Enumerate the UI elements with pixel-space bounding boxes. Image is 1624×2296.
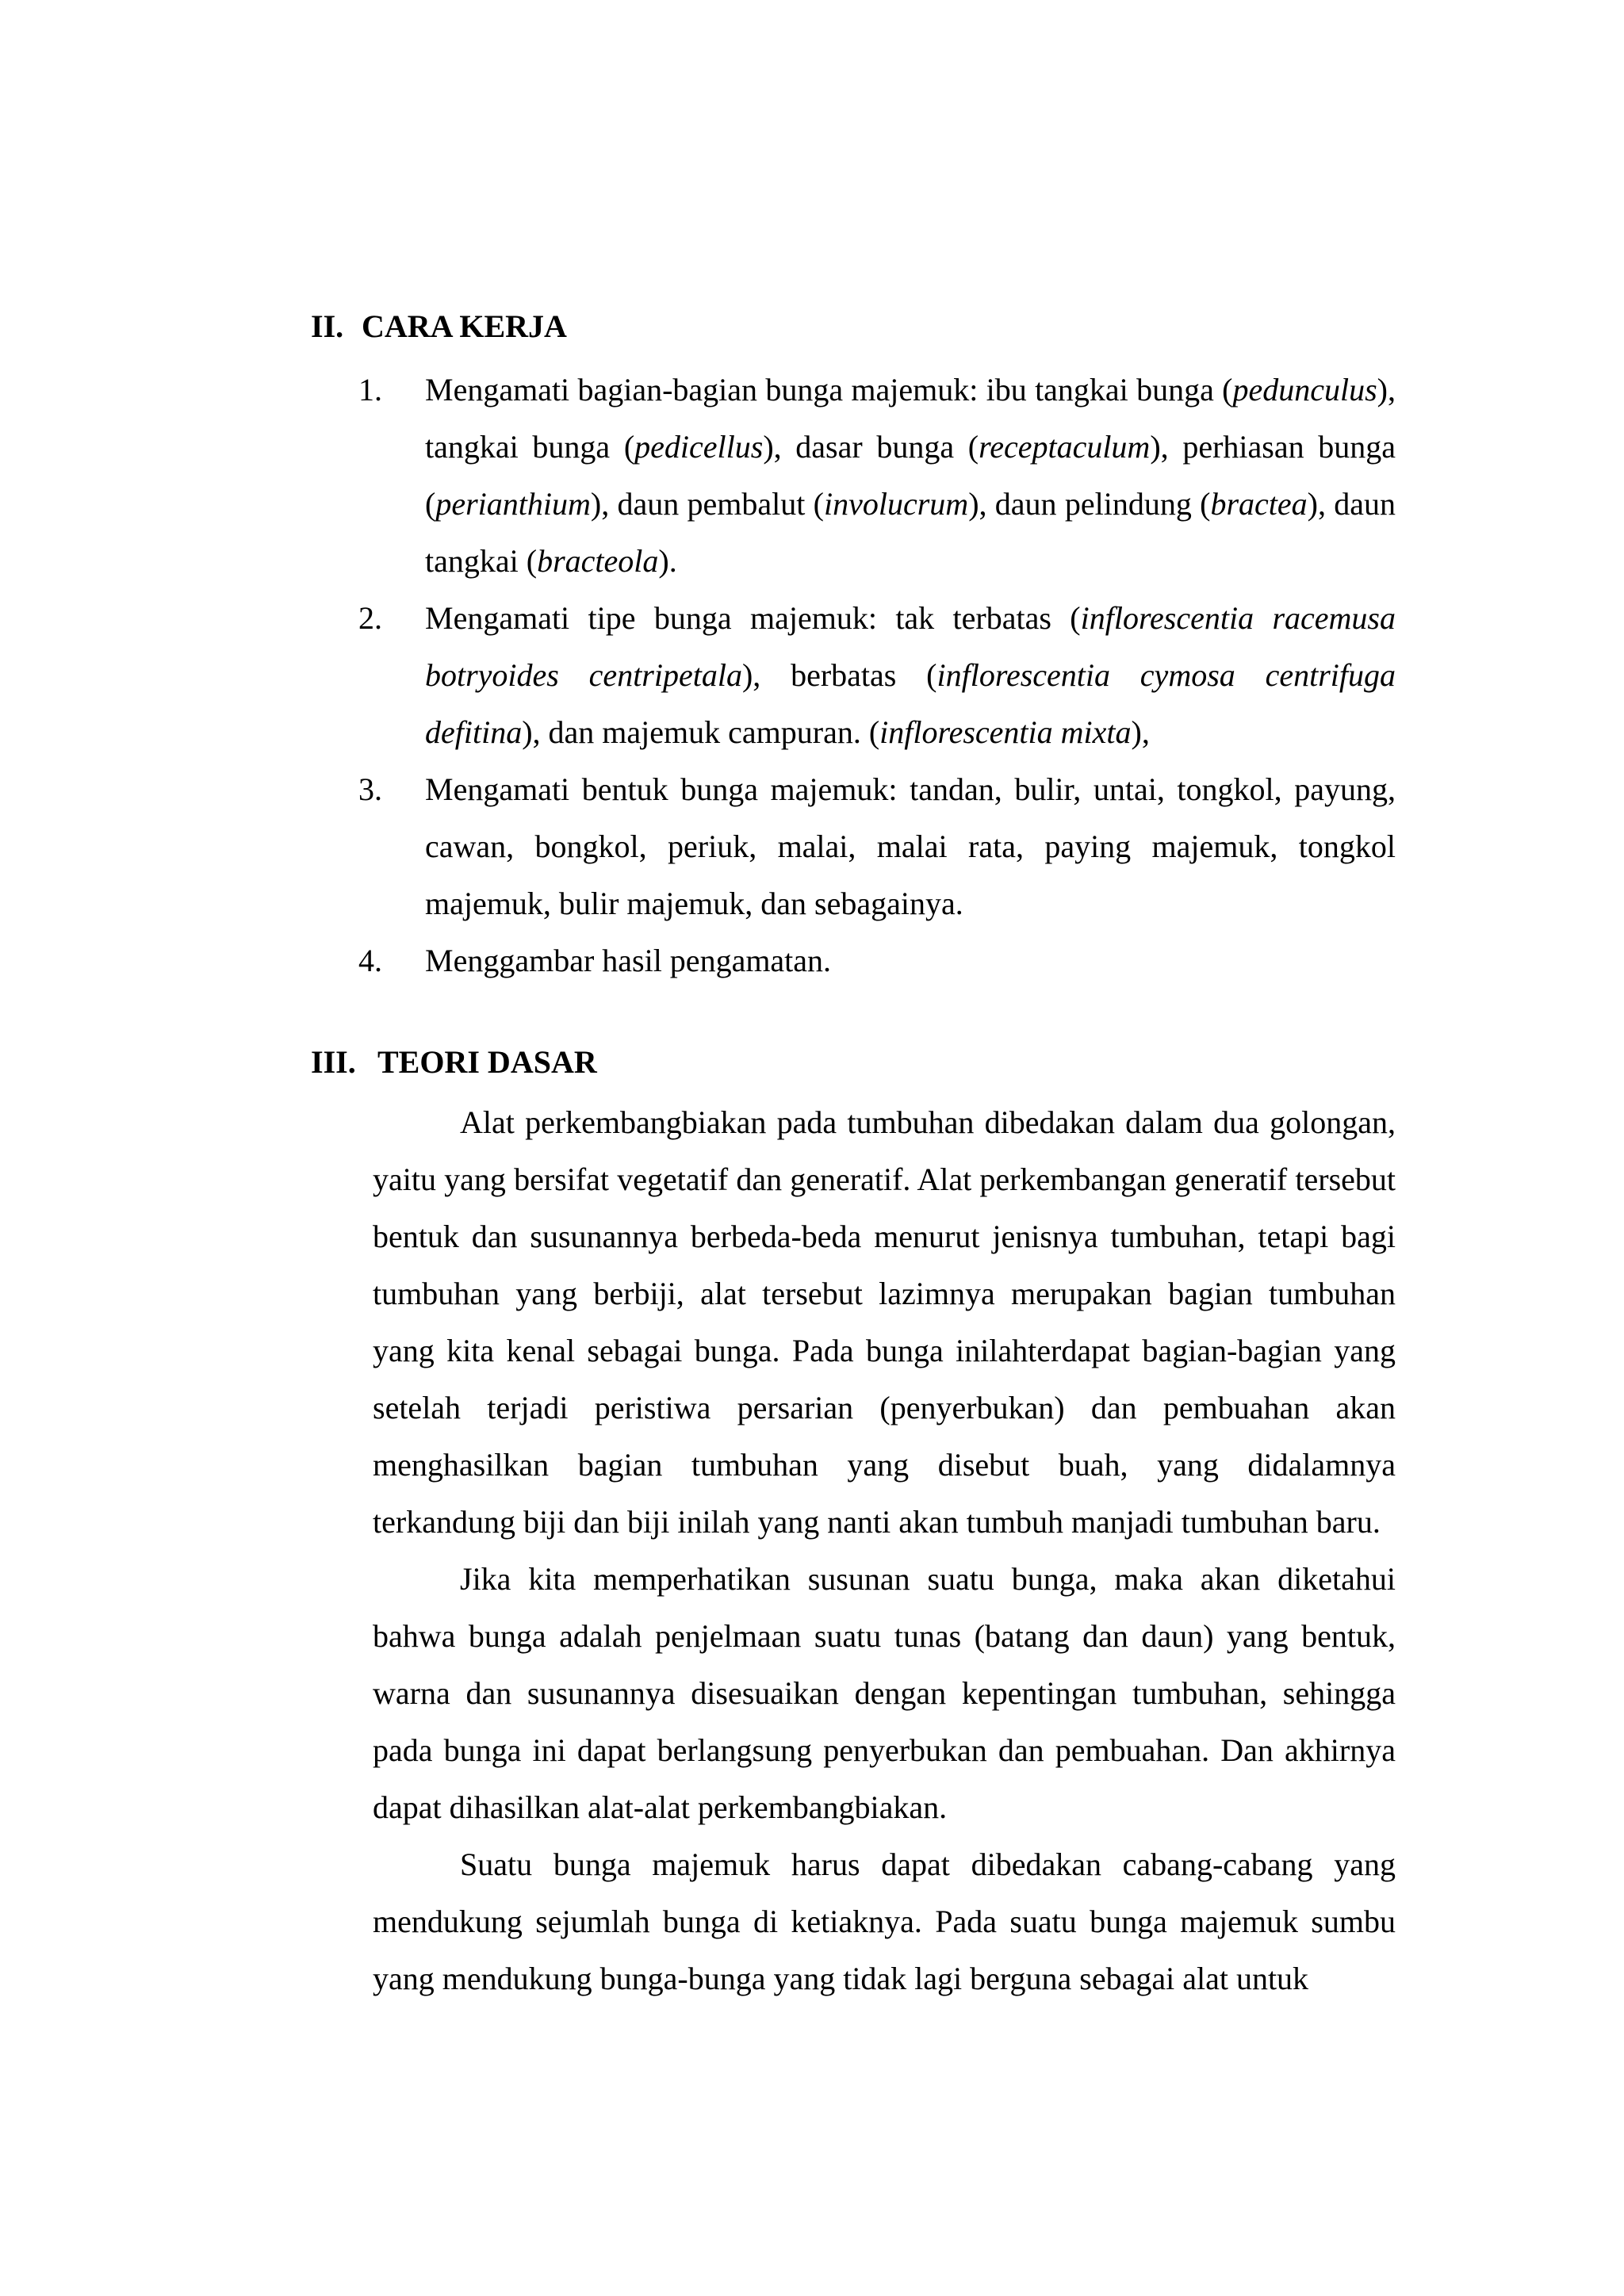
latin-term: perianthium <box>435 486 591 522</box>
latin-term: pedicellus <box>634 429 764 465</box>
text-segment: ), daun tangkai ( <box>425 486 1396 579</box>
latin-term: inflorescentia mixta <box>879 714 1132 750</box>
procedure-item <box>358 761 1396 932</box>
paragraph: Suatu bunga majemuk harus dapat dibedakan cabang-cabang yang mendukung sejumlah bunga di ketiaknya. Pada suatu bunga majemuk sumbu yang mendukung bunga-bunga yang tidak lagi berguna sebagai alat untuk <box>373 1846 1396 1996</box>
item-text <box>425 590 1396 761</box>
item-number: 2. <box>358 600 382 636</box>
section-number: III. <box>311 1044 356 1080</box>
text-segment: ), dan majemuk campuran. ( <box>522 714 880 750</box>
section-title: CARA KERJA <box>362 308 567 344</box>
section-heading-teori-dasar <box>311 1043 597 1081</box>
section-number: II. <box>311 308 344 344</box>
text-segment: Mengamati bentuk bunga majemuk: tandan, bulir, untai, tongkol, payung, cawan, bongkol, periuk, malai, malai rata, paying majemuk, tongkol majemuk, bulir majemuk, dan sebagainya. <box>425 771 1396 921</box>
procedure-item <box>358 932 1396 989</box>
paragraph: Alat perkembangbiakan pada tumbuhan dibedakan dalam dua golongan, yaitu yang bersifat vegetatif dan generatif. Alat perkembangan generatif tersebut bentuk dan susunannya berbeda-beda menurut jenisnya tumbuhan, tetapi bagi tumbuhan yang berbiji, alat tersebut lazimnya merupakan bagian tumbuhan yang kita kenal sebagai bunga. Pada bunga inilahterdapat bagian-bagian yang setelah terjadi peristiwa persarian (penyerbukan) dan pembuahan akan menghasilkan bagian tumbuhan yang disebut buah, yang didalamnya terkandung biji dan biji inilah yang nanti akan tumbuh manjadi tumbuhan baru. <box>373 1104 1396 1540</box>
text-segment: ), berbatas ( <box>741 657 937 693</box>
text-segment: ), perhiasan bunga ( <box>425 429 1396 522</box>
text-segment: ), tangkai bunga ( <box>425 372 1396 465</box>
text-segment: ). <box>658 543 677 579</box>
item-text <box>425 932 1396 989</box>
latin-term: bracteola <box>537 543 659 579</box>
latin-term: pedunculus <box>1232 372 1377 408</box>
latin-term: bractea <box>1210 486 1308 522</box>
latin-term: inflorescentia racemusa botryoides centripetala <box>425 600 1396 693</box>
latin-term: receptaculum <box>979 429 1151 465</box>
text-segment: Mengamati tipe bunga majemuk: tak terbatas ( <box>425 600 1081 636</box>
text-segment: Mengamati bagian-bagian bunga majemuk: ibu tangkai bunga ( <box>425 372 1233 408</box>
theory-text <box>373 1094 1396 2007</box>
latin-term: involucrum <box>824 486 969 522</box>
text-segment: ), dasar bunga ( <box>763 429 979 465</box>
item-number: 4. <box>358 943 382 978</box>
section-title: TEORI DASAR <box>377 1044 597 1080</box>
item-text <box>425 761 1396 932</box>
text-segment: ), <box>1131 714 1150 750</box>
latin-term: inflorescentia cymosa centrifuga defitina <box>425 657 1396 750</box>
item-number: 1. <box>358 372 382 408</box>
item-number: 3. <box>358 771 382 807</box>
section-heading-cara-kerja <box>311 308 567 346</box>
text-segment: Menggambar hasil pengamatan. <box>425 943 832 978</box>
text-segment: ), daun pelindung ( <box>968 486 1211 522</box>
procedure-item <box>358 590 1396 761</box>
text-segment: ), daun pembalut ( <box>590 486 824 522</box>
procedure-list <box>358 362 1396 989</box>
paragraph: Jika kita memperhatikan susunan suatu bunga, maka akan diketahui bahwa bunga adalah penjelmaan suatu tunas (batang dan daun) yang bentuk, warna dan susunannya disesuaikan dengan kepentingan tumbuhan, sehingga pada bunga ini dapat berlangsung penyerbukan dan pembuahan. Dan akhirnya dapat dihasilkan alat-alat perkembangbiakan. <box>373 1561 1396 1825</box>
item-text <box>425 362 1396 590</box>
procedure-item <box>358 362 1396 590</box>
